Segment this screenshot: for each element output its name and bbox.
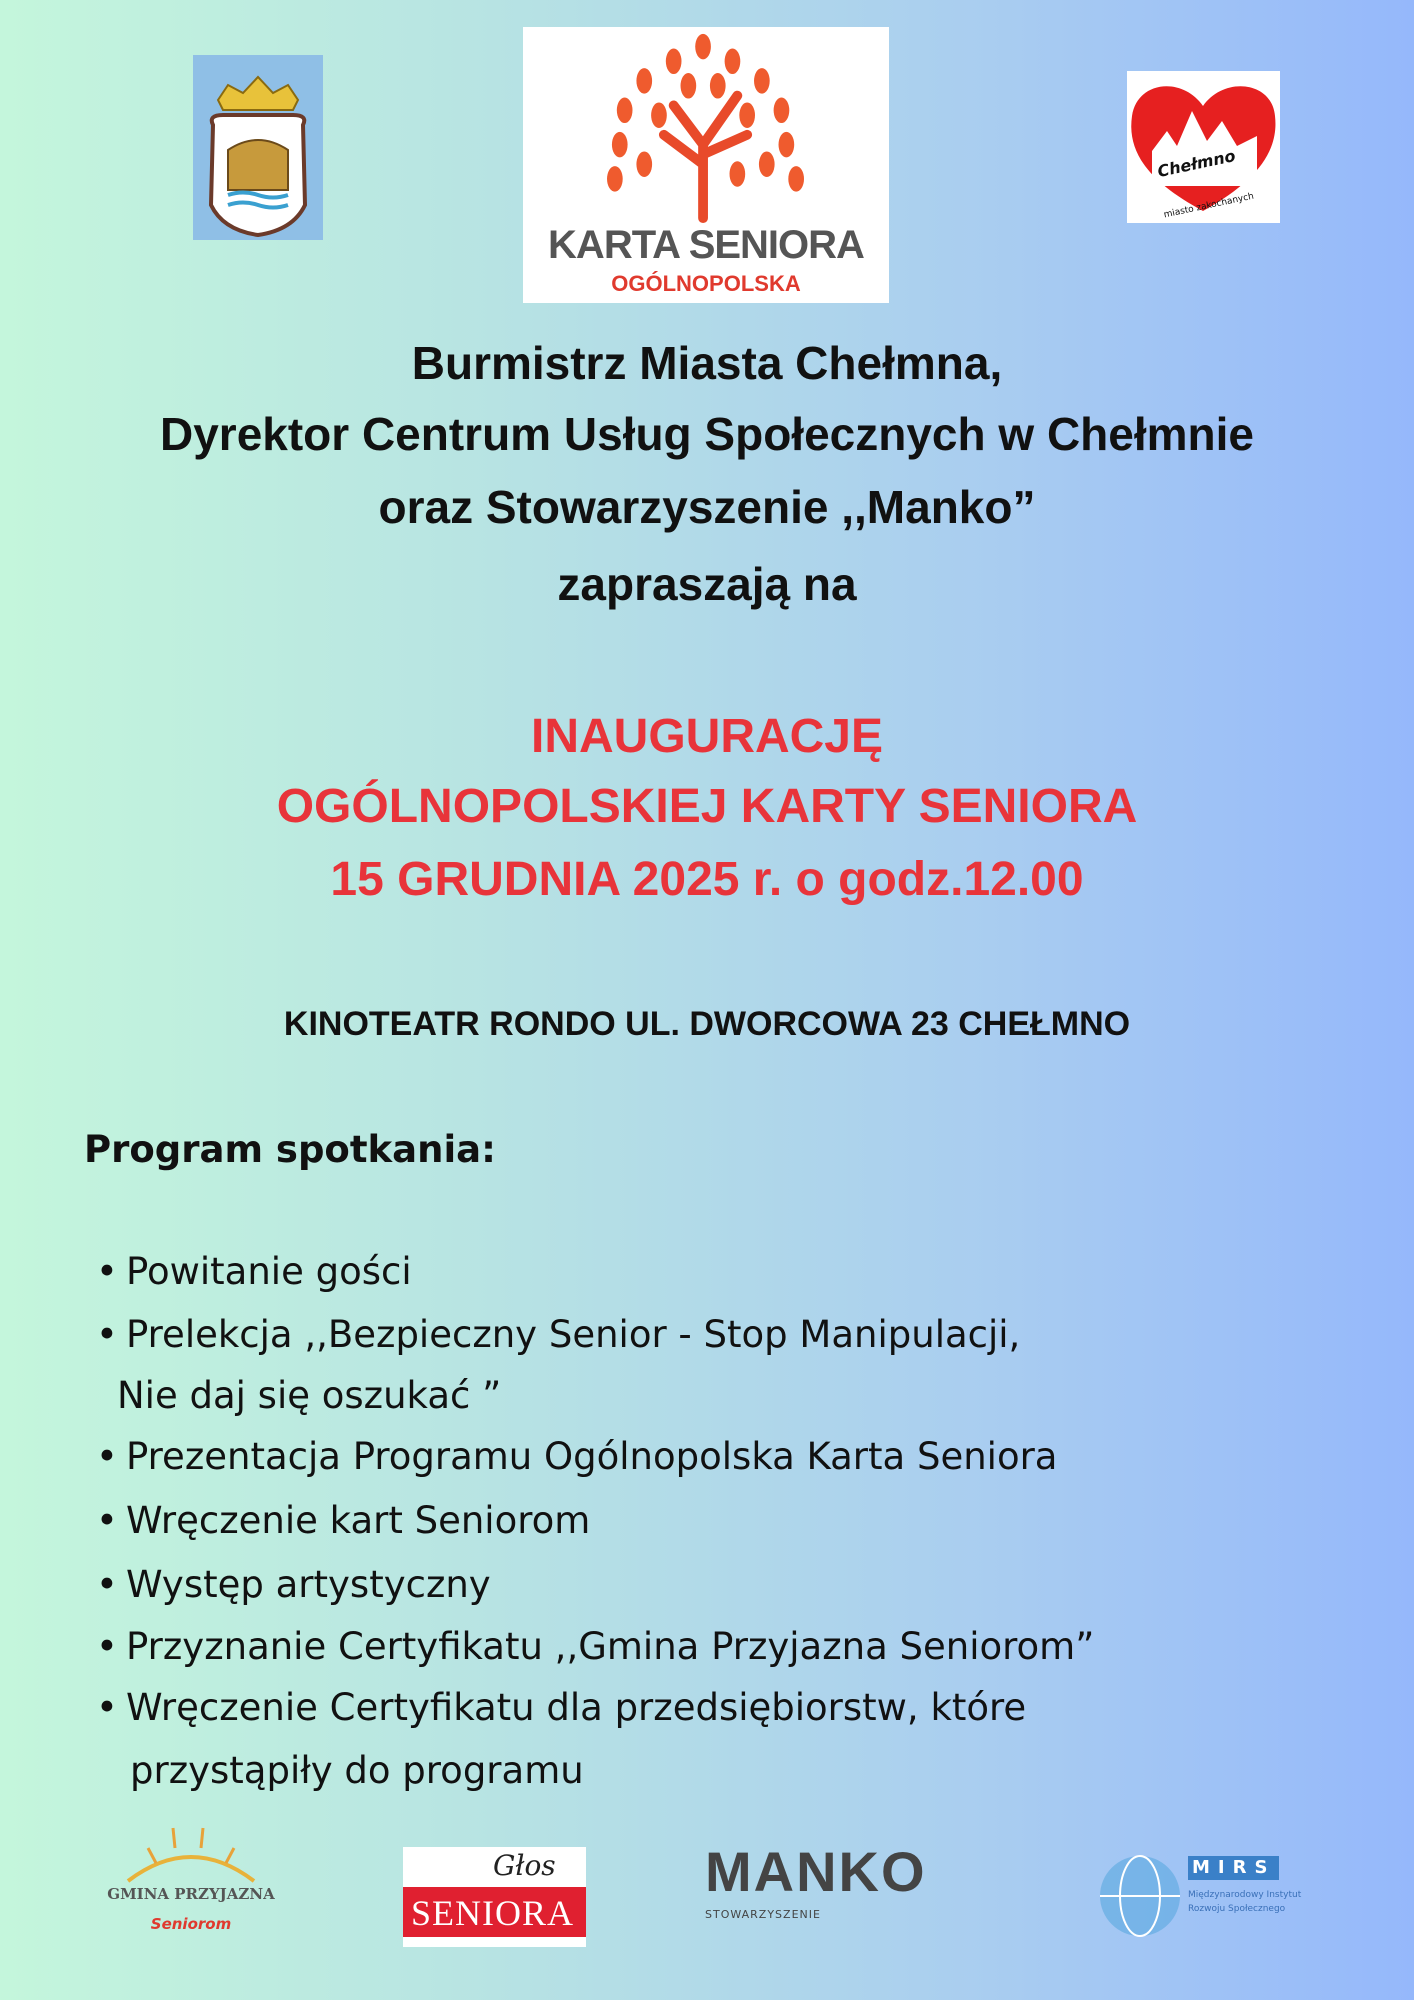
gmina-text: GMINA PRZYJAZNA	[107, 1885, 275, 1903]
karta-seniora-logo	[523, 27, 889, 303]
list-item: • Prezentacja Programu Ogólnopolska Karta Seniora	[96, 1435, 1058, 1478]
list-item: • Prelekcja ,,Bezpieczny Senior - Stop Manipulacji,	[96, 1313, 1021, 1356]
list-item-continuation: przystąpiły do programu	[130, 1749, 584, 1792]
heart-icon	[1127, 71, 1280, 223]
mirs-text: MIRS	[1188, 1856, 1279, 1880]
heading-line-4: zapraszają na	[557, 558, 857, 610]
event-subtitle: OGÓLNOPOLSKIEJ KARTY SENIORA	[276, 780, 1138, 833]
gmina-subtext: Seniorom	[150, 1915, 232, 1933]
manko-subtext: STOWARZYSZENIE	[705, 1908, 821, 1921]
event-date: 15 GRUDNIA 2025 r. o godz.12.00	[330, 853, 1084, 906]
chelmno-tagline: miasto zakochanych	[1162, 191, 1255, 221]
event-location: KINOTEATR RONDO UL. DWORCOWA 23 CHEŁMNO	[283, 1005, 1131, 1043]
seniora-text: SENIORA	[411, 1893, 575, 1933]
manko-logo	[705, 1840, 1005, 1930]
mirs-logo	[1096, 1852, 1316, 1940]
manko-text: MANKO	[705, 1840, 927, 1903]
list-item: • Występ artystyczny	[96, 1563, 491, 1606]
heading-line-2: Dyrektor Centrum Usług Społecznych w Chełmnie	[159, 408, 1254, 460]
list-item: • Przyznanie Certyfikatu ,,Gmina Przyjazna Seniorom”	[96, 1625, 1095, 1668]
heading-line-3: oraz Stowarzyszenie ,,Manko”	[378, 481, 1036, 533]
glos-text: Głos	[493, 1849, 556, 1882]
list-item: • Wręczenie kart Seniorom	[96, 1499, 591, 1542]
sun-rays-icon	[100, 1823, 282, 1883]
list-item-continuation: Nie daj się oszukać ”	[117, 1374, 502, 1417]
karta-seniora-subtitle: OGÓLNOPOLSKA	[611, 271, 801, 296]
list-item: • Wręczenie Certyfikatu dla przedsiębiorstw, które	[96, 1686, 1027, 1729]
karta-seniora-title: KARTA SENIORA	[548, 223, 864, 267]
coat-of-arms-logo	[193, 55, 323, 240]
list-item: • Powitanie gości	[96, 1250, 412, 1293]
gmina-przyjazna-logo	[100, 1823, 282, 1970]
event-title: INAUGURACJĘ	[530, 710, 884, 763]
mirs-subtext-1: Międzynarodowy Instytut	[1188, 1890, 1302, 1900]
chelmno-logo	[1127, 71, 1280, 223]
program-title: Program spotkania:	[84, 1128, 496, 1171]
globe-icon	[1096, 1852, 1184, 1940]
mirs-subtext-2: Rozwoju Społecznego	[1188, 1904, 1286, 1914]
chelmno-text: Chełmno	[1155, 146, 1238, 182]
heading-line-1: Burmistrz Miasta Chełmna,	[411, 337, 1003, 389]
tree-icon	[523, 27, 889, 223]
glos-seniora-logo	[403, 1847, 586, 1947]
